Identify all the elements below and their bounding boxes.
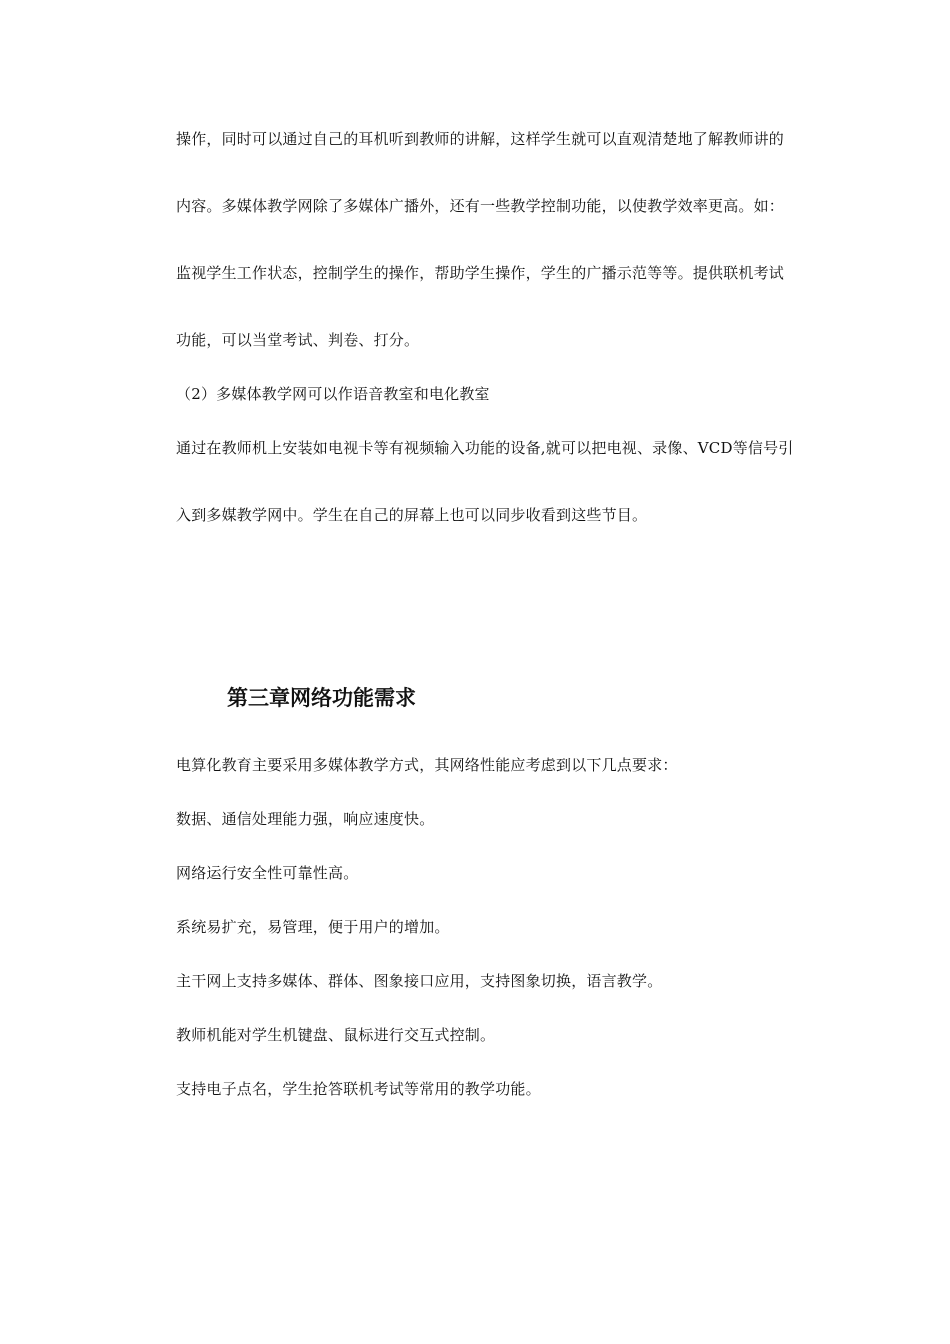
requirement-item: 数据、通信处理能力强，响应速度快。 [176, 810, 435, 828]
chapter-intro: 电算化教育主要采用多媒体教学方式，其网络性能应考虑到以下几点要求： [176, 756, 678, 774]
paragraph2-line-1: 通过在教师机上安装如电视卡等有视频输入功能的设备,就可以把电视、录像、VCD等信号引 [176, 439, 794, 457]
requirement-item: 主干网上支持多媒体、群体、图象接口应用，支持图象切换，语言教学。 [176, 972, 663, 990]
paragraph1-line-2: 内容。多媒体教学网除了多媒体广播外，还有一些教学控制功能，以使教学效率更高。如： [176, 197, 785, 215]
subheading: （2）多媒体教学网可以作语音教室和电化教室 [176, 385, 490, 403]
paragraph1-line-1: 操作，同时可以通过自己的耳机听到教师的讲解，这样学生就可以直观清楚地了解教师讲的 [176, 130, 785, 148]
paragraph2-line-2: 入到多媒教学网中。学生在自己的屏幕上也可以同步收看到这些节目。 [176, 506, 648, 524]
paragraph1-line-4: 功能，可以当堂考试、判卷、打分。 [176, 331, 420, 349]
paragraph1-line-3: 监视学生工作状态，控制学生的操作，帮助学生操作，学生的广播示范等等。提供联机考试 [176, 264, 785, 282]
chapter-title: 第三章网络功能需求 [227, 686, 416, 710]
requirement-item: 网络运行安全性可靠性高。 [176, 864, 359, 882]
requirement-item: 教师机能对学生机键盘、鼠标进行交互式控制。 [176, 1026, 496, 1044]
requirement-item: 系统易扩充，易管理，便于用户的增加。 [176, 918, 450, 936]
requirement-item: 支持电子点名，学生抢答联机考试等常用的教学功能。 [176, 1080, 541, 1098]
